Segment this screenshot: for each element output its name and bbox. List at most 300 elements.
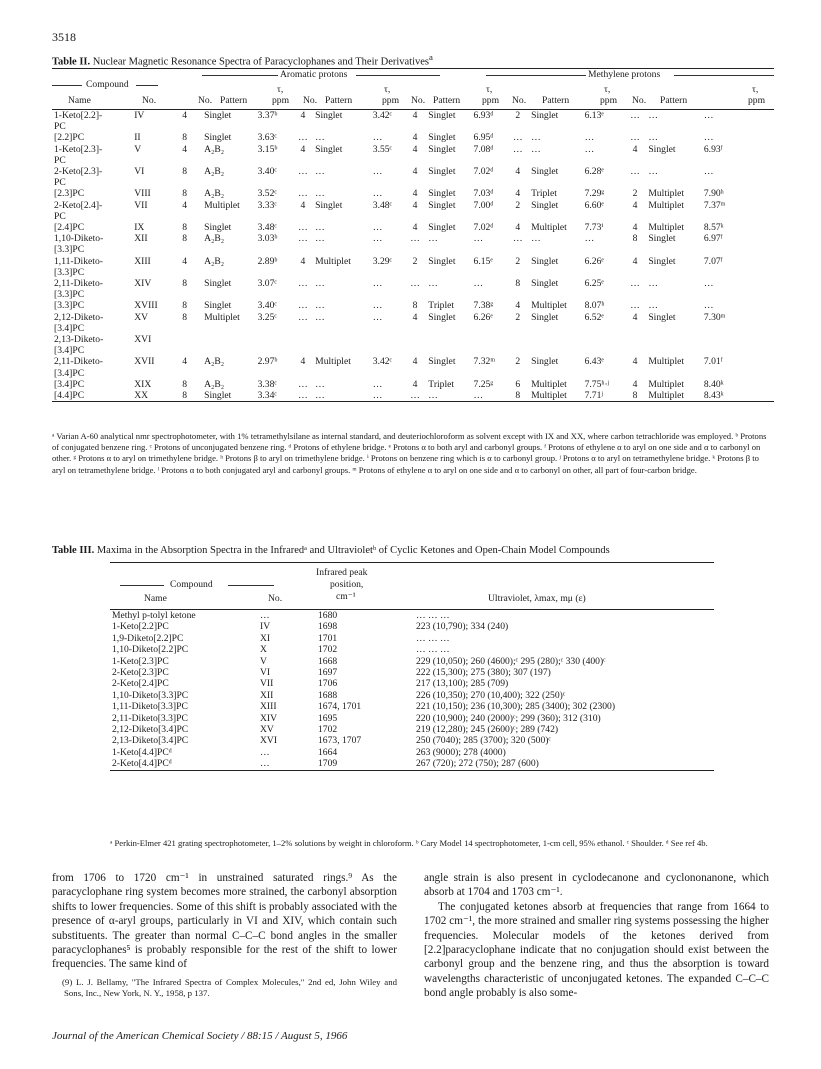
nmr-cell: 6.13ᵉ <box>584 110 604 121</box>
nmr-cell: 8 <box>182 378 188 390</box>
nmr-cell: 4 <box>412 311 418 323</box>
nmr-cell <box>256 323 293 334</box>
nmr-cell: 3.25ᶜ <box>257 311 277 323</box>
nmr-cell: Triplet <box>428 300 455 312</box>
nmr-cell <box>624 323 647 334</box>
left-paragraph: from 1706 to 1720 cm⁻¹ in unstrained saturated rings.⁹ As the paracyclophane ring system becomes more strained, the carbonyl absorption shifts to lower frequencies. Some of this shift is probably associated with the presence of α-aryl groups, particularly in VI and XIV, which contain such substituents. The greater than normal C–C–C bond angles in the smaller paracyclophanes⁵ is probably responsible for the rest of the shift to lower frequencies. The same kind of <box>52 872 397 971</box>
nmr-cell: 1-Keto[2.2]- <box>54 110 103 121</box>
ir-cell: 1695 <box>318 712 338 724</box>
nmr-cell <box>624 334 647 345</box>
header-ppm: ppm <box>272 95 290 106</box>
nmr-cell: 8 <box>182 233 188 245</box>
nmr-cell: 4 <box>515 300 521 312</box>
nmr-cell <box>472 211 507 222</box>
nmr-cell: … <box>703 110 714 121</box>
nmr-cell: … <box>298 222 308 234</box>
nmr-cell: … <box>315 188 325 200</box>
header-compound: Compound <box>170 579 213 590</box>
nmr-cell: 7.30ᵐ <box>703 311 726 323</box>
nmr-cell: … <box>315 233 325 245</box>
ir-cell: … <box>260 746 270 758</box>
nmr-cell: … <box>648 166 658 178</box>
nmr-row <box>52 379 774 390</box>
header-ir-line3: cm⁻¹ <box>336 591 356 602</box>
nmr-cell <box>426 121 471 132</box>
nmr-cell: … <box>531 132 541 144</box>
nmr-cell <box>293 155 314 166</box>
nmr-cell <box>583 345 624 356</box>
ir-uv-table-body <box>110 610 714 770</box>
nmr-cell <box>202 368 255 379</box>
nmr-cell: [3.3]PC <box>54 244 85 256</box>
nmr-cell <box>624 345 647 356</box>
nmr-cell: 6.43ᵉ <box>584 356 604 368</box>
nmr-cell: Singlet <box>428 222 456 234</box>
nmr-cell <box>313 289 371 300</box>
nmr-cell: 8 <box>412 300 418 312</box>
nmr-cell: … <box>630 300 640 312</box>
nmr-cell <box>132 345 167 356</box>
nmr-cell: 1,11-Diketo- <box>54 255 103 267</box>
nmr-cell: … <box>372 390 383 402</box>
nmr-cell <box>313 121 371 132</box>
nmr-cell: … <box>315 311 325 323</box>
nmr-cell <box>702 368 774 379</box>
nmr-cell <box>472 345 507 356</box>
nmr-cell: 4 <box>300 110 306 121</box>
nmr-cell: 4 <box>632 378 638 390</box>
nmr-cell <box>583 211 624 222</box>
nmr-cell: … <box>648 110 658 121</box>
header-pattern: Pattern <box>220 95 248 106</box>
nmr-cell <box>404 211 427 222</box>
nmr-cell <box>202 211 255 222</box>
nmr-cell <box>167 323 202 334</box>
nmr-cell <box>472 323 507 334</box>
ir-cell: … <box>260 758 270 770</box>
nmr-cell <box>404 155 427 166</box>
nmr-cell: 4 <box>300 199 306 211</box>
ir-cell: 1673, 1707 <box>318 735 362 747</box>
nmr-cell <box>256 334 293 345</box>
nmr-cell: IV <box>134 110 145 121</box>
header-count: No. <box>303 95 318 106</box>
right-paragraph-2: The conjugated ketones absorb at frequencies that range from 1664 to 1702 cm⁻¹, the more strained and smaller ring systems possessing the higher frequencies. Molecular models of the ketones derived from [2.2]paracyclophane indicate that no conjugation should exist between the carbonyl group and the benzene ring, and thus the absorption is toward wavelengths characteristic of unconjugated ketones. The expanded C–C–C bond angle probably is also some- <box>424 900 769 1000</box>
nmr-cell <box>507 211 530 222</box>
nmr-cell: 8.43ᵏ <box>703 390 724 402</box>
header-tau: τ, <box>752 84 759 95</box>
ir-cell: V <box>260 655 267 667</box>
nmr-cell: 3.15ᵇ <box>257 143 278 155</box>
nmr-cell: 4 <box>632 143 638 155</box>
ir-row <box>110 633 714 644</box>
table2-caption <box>52 52 433 68</box>
nmr-cell: 8.40ᵏ <box>703 378 724 390</box>
nmr-cell: 4 <box>300 143 306 155</box>
nmr-cell <box>202 323 255 334</box>
nmr-row <box>52 233 774 244</box>
nmr-cell: … <box>648 278 658 290</box>
nmr-cell: Multiplet <box>531 390 567 402</box>
nmr-cell: 8.07ʰ <box>584 300 605 312</box>
nmr-cell: Singlet <box>428 255 456 267</box>
nmr-cell: Singlet <box>428 356 456 368</box>
nmr-cell <box>646 211 702 222</box>
nmr-cell <box>583 244 624 255</box>
nmr-cell: Multiplet <box>315 356 351 368</box>
nmr-row <box>52 132 774 143</box>
nmr-cell: … <box>372 278 383 290</box>
nmr-cell: … <box>703 300 714 312</box>
table2-title: Nuclear Magnetic Resonance Spectra of Paracyclophanes and Their Derivatives <box>92 56 430 68</box>
nmr-cell: 8 <box>515 278 521 290</box>
nmr-cell: Multiplet <box>648 199 685 211</box>
nmr-cell: 2 <box>515 356 521 368</box>
nmr-cell: Singlet <box>428 132 456 144</box>
nmr-cell: … <box>531 143 541 155</box>
nmr-cell: 3.63ᶜ <box>257 132 277 144</box>
nmr-cell: 2 <box>515 311 521 323</box>
nmr-cell <box>472 368 507 379</box>
nmr-cell <box>583 177 624 188</box>
nmr-cell: … <box>703 132 714 144</box>
nmr-cell: … <box>372 311 383 323</box>
header-name: Name <box>68 95 91 106</box>
nmr-cell <box>256 345 293 356</box>
nmr-cell: [3.3]PC <box>54 300 85 312</box>
nmr-cell: Singlet <box>428 199 456 211</box>
nmr-cell <box>293 368 314 379</box>
nmr-row <box>52 110 774 121</box>
nmr-cell <box>529 121 582 132</box>
ir-cell: XV <box>260 724 274 736</box>
nmr-cell: 6.93ᶠ <box>703 143 723 155</box>
nmr-cell: 8 <box>182 278 188 290</box>
nmr-cell: 4 <box>632 199 638 211</box>
nmr-cell: XIX <box>134 378 152 390</box>
nmr-cell <box>256 244 293 255</box>
nmr-cell: 7.32ᵐ <box>473 356 496 368</box>
nmr-cell: 4 <box>182 110 188 121</box>
nmr-cell: 2 <box>515 110 521 121</box>
ir-cell: 217 (13,100); 285 (709) <box>416 678 509 690</box>
nmr-cell: … <box>315 166 325 178</box>
nmr-cell: XVI <box>134 334 152 346</box>
nmr-cell <box>702 345 774 356</box>
nmr-cell: 3.48ᶜ <box>257 222 277 234</box>
nmr-cell: Singlet <box>648 255 676 267</box>
nmr-cell: Singlet <box>428 166 456 178</box>
ir-cell: XVI <box>260 735 278 747</box>
ir-cell: 222 (15,300); 275 (380); 307 (197) <box>416 667 551 679</box>
nmr-cell: … <box>372 132 383 144</box>
nmr-cell: Singlet <box>204 222 232 234</box>
nmr-cell: 4 <box>515 188 521 200</box>
nmr-cell <box>293 177 314 188</box>
nmr-cell: 7.07ᶠ <box>703 255 723 267</box>
nmr-cell: Singlet <box>428 110 456 121</box>
nmr-cell: A₂B₂ <box>204 166 225 178</box>
nmr-cell <box>404 267 427 278</box>
nmr-cell: A₂B₂ <box>204 378 225 390</box>
nmr-row <box>52 300 774 311</box>
ir-row <box>110 735 714 746</box>
nmr-cell: … <box>315 390 325 402</box>
table3-footnote: ᵃ Perkin-Elmer 421 grating spectrophotometer, 1–2% solutions by weight in chloroform. ᵇ Cary Model 14 spectrophotometer, 1-cm cell, 95% ethanol. ᶜ Shoulder. ᵈ See ref 4b. <box>110 838 708 848</box>
nmr-cell <box>132 368 167 379</box>
nmr-cell <box>529 244 582 255</box>
nmr-cell: … <box>630 278 640 290</box>
nmr-cell: [2.2]PC <box>54 132 85 144</box>
nmr-cell: 8 <box>182 132 188 144</box>
nmr-row <box>52 323 774 334</box>
nmr-cell <box>132 177 167 188</box>
nmr-cell <box>202 244 255 255</box>
nmr-cell: 2 <box>515 199 521 211</box>
nmr-cell <box>167 267 202 278</box>
nmr-cell <box>313 334 371 345</box>
nmr-table-body <box>52 110 774 401</box>
header-ppm: ppm <box>382 95 400 106</box>
nmr-cell: [4.4]PC <box>54 390 85 402</box>
nmr-cell <box>624 244 647 255</box>
nmr-cell <box>167 177 202 188</box>
nmr-cell: [3.4]PC <box>54 378 85 390</box>
nmr-cell: Singlet <box>648 233 676 245</box>
nmr-table <box>52 68 774 402</box>
nmr-cell <box>293 345 314 356</box>
nmr-cell: 6.60ᵉ <box>584 199 604 211</box>
nmr-cell: … <box>584 233 595 245</box>
nmr-cell: … <box>372 300 383 312</box>
nmr-cell: 4 <box>412 222 418 234</box>
nmr-cell: 7.90ʰ <box>703 188 724 200</box>
nmr-cell: Multiplet <box>648 378 685 390</box>
nmr-cell: 7.02ᵈ <box>473 222 494 234</box>
nmr-cell <box>167 121 202 132</box>
nmr-cell: VIII <box>134 188 151 200</box>
nmr-row <box>52 345 774 356</box>
nmr-cell <box>371 211 404 222</box>
ir-row <box>110 724 714 735</box>
ir-cell: XI <box>260 632 271 644</box>
nmr-cell <box>646 267 702 278</box>
nmr-row <box>52 188 774 199</box>
ir-row <box>110 758 714 769</box>
ir-cell: 1698 <box>318 621 338 633</box>
ir-cell: 1706 <box>318 678 338 690</box>
nmr-cell: … <box>372 222 383 234</box>
nmr-cell: … <box>513 143 523 155</box>
nmr-cell: [2.4]PC <box>54 222 85 234</box>
nmr-cell <box>293 323 314 334</box>
nmr-cell: 4 <box>515 222 521 234</box>
ir-cell: 1,9-Diketo[2.2]PC <box>112 632 184 644</box>
ir-cell: IV <box>260 621 271 633</box>
nmr-cell: … <box>513 132 523 144</box>
nmr-cell: Multiplet <box>531 222 567 234</box>
ir-cell: 1697 <box>318 667 338 679</box>
nmr-cell: PC <box>54 210 66 222</box>
nmr-cell: 6.52ᵉ <box>584 311 604 323</box>
nmr-cell <box>646 334 702 345</box>
nmr-cell <box>702 323 774 334</box>
nmr-cell: 8 <box>632 233 638 245</box>
nmr-cell: 3.33ᶜ <box>257 199 277 211</box>
ir-cell: 267 (720); 272 (750); 287 (600) <box>416 758 539 770</box>
ir-cell: 1,11-Diketo[3.3]PC <box>112 701 188 713</box>
nmr-cell <box>202 345 255 356</box>
nmr-cell <box>472 121 507 132</box>
nmr-cell <box>702 121 774 132</box>
ir-row <box>110 656 714 667</box>
nmr-cell <box>404 289 427 300</box>
nmr-cell: 8 <box>182 166 188 178</box>
ir-cell: X <box>260 644 267 656</box>
nmr-cell: … <box>410 278 420 290</box>
nmr-cell: … <box>648 300 658 312</box>
header-ir-line2: position, <box>330 579 364 590</box>
nmr-cell <box>404 368 427 379</box>
nmr-cell: Singlet <box>428 311 456 323</box>
nmr-cell <box>472 244 507 255</box>
nmr-cell <box>583 267 624 278</box>
nmr-cell: 3.34ᶜ <box>257 390 277 402</box>
nmr-cell <box>371 244 404 255</box>
header-name: Name <box>144 593 167 604</box>
nmr-cell <box>646 155 702 166</box>
nmr-cell: Triplet <box>428 378 455 390</box>
nmr-cell <box>132 323 167 334</box>
nmr-cell: 7.08ᵈ <box>473 143 494 155</box>
nmr-cell: [2.3]PC <box>54 188 85 200</box>
nmr-cell: Multiplet <box>648 390 685 402</box>
nmr-cell <box>256 289 293 300</box>
nmr-cell <box>202 267 255 278</box>
nmr-cell: 8 <box>182 300 188 312</box>
nmr-cell: 8 <box>515 390 521 402</box>
nmr-cell <box>529 323 582 334</box>
nmr-cell <box>507 121 530 132</box>
nmr-cell <box>426 177 471 188</box>
nmr-cell: Multiplet <box>204 199 240 211</box>
right-column <box>424 871 769 1001</box>
nmr-cell: Singlet <box>204 300 232 312</box>
nmr-cell: 8 <box>182 222 188 234</box>
nmr-cell: … <box>298 188 308 200</box>
nmr-row <box>52 244 774 255</box>
ir-row <box>110 610 714 621</box>
nmr-cell <box>256 267 293 278</box>
ir-row <box>110 690 714 701</box>
nmr-cell: … <box>428 278 438 290</box>
nmr-cell <box>529 155 582 166</box>
nmr-cell: Multiplet <box>648 356 685 368</box>
ir-cell: 263 (9000); 278 (4000) <box>416 746 506 758</box>
nmr-cell: 4 <box>632 222 638 234</box>
nmr-cell <box>202 289 255 300</box>
nmr-row <box>52 256 774 267</box>
page-number: 3518 <box>52 30 76 44</box>
nmr-cell <box>646 177 702 188</box>
nmr-cell: 4 <box>182 356 188 368</box>
nmr-cell <box>132 211 167 222</box>
nmr-cell: … <box>298 311 308 323</box>
nmr-cell: XIV <box>134 278 152 290</box>
nmr-cell: … <box>298 233 308 245</box>
header-count: No. <box>411 95 426 106</box>
ir-row <box>110 713 714 724</box>
nmr-cell: PC <box>54 154 66 166</box>
ir-cell: 1-Keto[4.4]PCᵈ <box>112 746 172 758</box>
nmr-cell: Multiplet <box>648 222 685 234</box>
nmr-cell <box>507 177 530 188</box>
nmr-cell: 6.28ᵉ <box>584 166 604 178</box>
ir-cell: 219 (12,280); 245 (2600)ᶜ; 289 (742) <box>416 724 559 736</box>
nmr-cell: 2,11-Diketo- <box>54 356 103 368</box>
nmr-cell: … <box>372 166 383 178</box>
nmr-cell: 7.29ᵍ <box>584 188 605 200</box>
nmr-cell: … <box>298 278 308 290</box>
nmr-cell <box>646 345 702 356</box>
nmr-cell <box>507 155 530 166</box>
nmr-cell <box>371 334 404 345</box>
nmr-cell: 1-Keto[2.3]- <box>54 143 103 155</box>
nmr-cell <box>293 334 314 345</box>
nmr-cell <box>583 323 624 334</box>
nmr-row <box>52 211 774 222</box>
nmr-cell <box>404 121 427 132</box>
header-methylene-group: Methylene protons <box>588 69 661 80</box>
ir-cell: 1668 <box>318 655 338 667</box>
nmr-cell <box>529 334 582 345</box>
nmr-cell: [3.3]PC <box>54 289 85 301</box>
ir-cell: 2-Keto[4.4]PCᵈ <box>112 758 172 770</box>
nmr-row <box>52 267 774 278</box>
table3-caption <box>52 545 610 556</box>
nmr-cell: … <box>703 278 714 290</box>
nmr-cell <box>256 211 293 222</box>
table2-bottom-rule <box>52 401 774 402</box>
nmr-cell: … <box>513 233 523 245</box>
nmr-cell: Singlet <box>428 188 456 200</box>
nmr-cell <box>202 334 255 345</box>
nmr-cell <box>702 267 774 278</box>
nmr-cell: … <box>473 233 484 245</box>
nmr-cell: … <box>630 132 640 144</box>
ir-row <box>110 621 714 632</box>
nmr-cell: Singlet <box>204 390 232 402</box>
nmr-cell: … <box>584 132 595 144</box>
nmr-cell <box>256 155 293 166</box>
nmr-cell: 3.48ᶜ <box>372 199 393 211</box>
nmr-cell: 7.01ᶠ <box>703 356 723 368</box>
header-pattern: Pattern <box>433 95 461 106</box>
ir-cell: 226 (10,350); 270 (10,400); 322 (250)ᶜ <box>416 689 566 701</box>
nmr-cell: 7.38ᵍ <box>473 300 494 312</box>
nmr-cell: 2 <box>412 255 418 267</box>
nmr-cell <box>507 267 530 278</box>
table3-label: Table III. <box>52 545 95 556</box>
nmr-cell <box>167 368 202 379</box>
nmr-cell: 4 <box>182 199 188 211</box>
nmr-cell <box>256 368 293 379</box>
nmr-cell <box>256 177 293 188</box>
nmr-cell: … <box>410 390 420 402</box>
nmr-cell <box>293 267 314 278</box>
nmr-cell: 2,13-Diketo- <box>54 334 104 346</box>
nmr-cell: 3.37ᵇ <box>257 110 278 121</box>
